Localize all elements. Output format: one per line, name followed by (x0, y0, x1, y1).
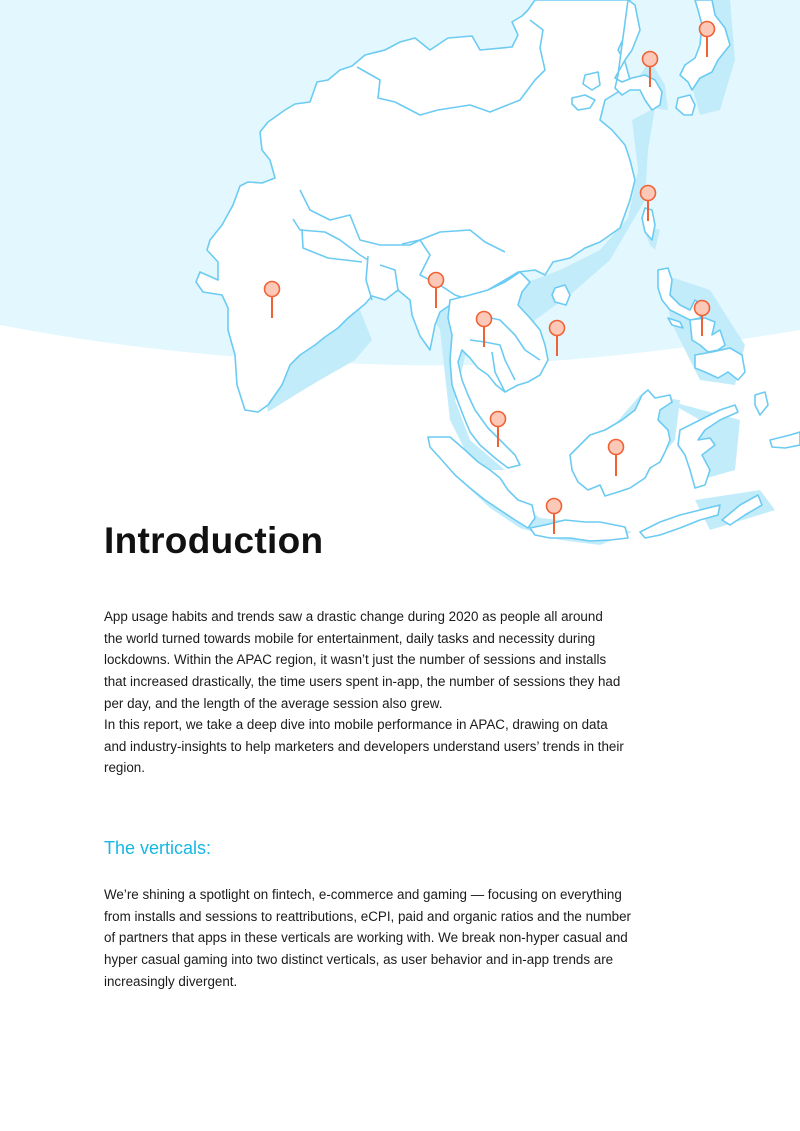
map-svg (0, 0, 800, 560)
intro-paragraph-2: In this report, we take a deep dive into mobile performance in APAC, drawing on data and industry-insights to help marketers and developers understand users’ trends in their region. (104, 717, 624, 776)
papua-tip-shape (770, 432, 800, 448)
maluku-shape (755, 392, 768, 415)
verticals-heading: The verticals: (104, 838, 212, 858)
intro-paragraph-1: App usage habits and trends saw a drastic change during 2020 as people all around the world turned towards mobile for entertainment, daily tasks and necessity during lockdowns. Within the APAC region, it wasn’t just the number of sessions and installs that increased drastically, the time users spent in-app, the number of sessions they had per day, and the length of the average session also grew. (104, 609, 621, 711)
apac-map-illustration (0, 0, 800, 560)
page-title: Introduction (104, 520, 324, 561)
verticals-paragraph: We’re shining a spotlight on fintech, e-commerce and gaming — focusing on everything from installs and sessions to reattributions, eCPI, paid and organic ratios and the number of partners that apps in these verticals are working with. We break non-hyper casual and hyper casual gaming into two distinct verticals, as user behavior and in-app trends are increasingly divergent. (104, 887, 631, 989)
hainan-shape (552, 285, 570, 305)
